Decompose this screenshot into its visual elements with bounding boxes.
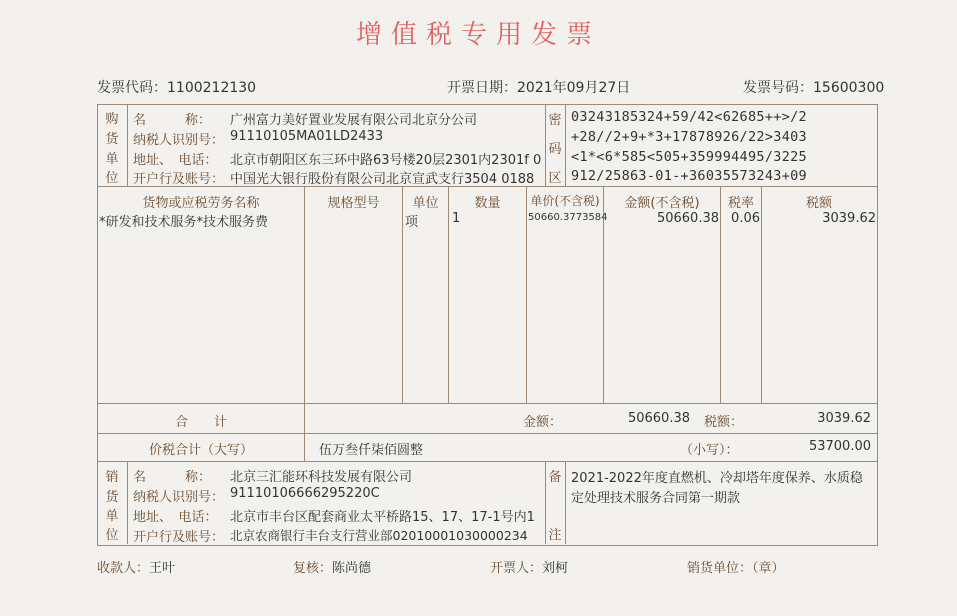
item-price: 50660.3773584 <box>528 212 608 223</box>
drawer <box>490 557 568 576</box>
item-amount: 50660.38 <box>656 211 719 226</box>
drawer-value: 刘柯 <box>542 561 569 576</box>
seller-address-label: 地址、 电话： <box>133 510 218 525</box>
drawer-label: 开票人： <box>490 561 543 576</box>
divider <box>127 461 128 544</box>
buyer-side-char: 货 <box>105 132 119 147</box>
divider <box>526 186 527 403</box>
seller-side-char: 销 <box>105 470 119 485</box>
reviewer-label: 复核： <box>293 561 333 576</box>
remark-text-line: 2021-2022年度直燃机、冷却塔年度保养、水质稳 <box>571 471 863 486</box>
grand-total-label: 价税合计（大写） <box>148 443 253 458</box>
payee-label: 收款人： <box>97 561 150 576</box>
item-qty: 1 <box>452 211 461 226</box>
total-amount: 50660.38 <box>627 411 690 426</box>
divider <box>97 461 877 462</box>
item-rate: 0.06 <box>731 211 760 226</box>
seller-name-label: 名 称： <box>133 470 212 485</box>
total-amount-label: 金额： <box>523 415 563 430</box>
buyer-side-char: 单 <box>105 152 119 167</box>
col-header-rate: 税率 <box>727 196 754 211</box>
divider <box>97 403 877 404</box>
buyer-side-char: 位 <box>105 171 119 186</box>
invoice-date-label: 开票日期： <box>447 80 517 96</box>
buyer-side-char: 购 <box>105 112 119 127</box>
seller-taxid: 91110106666295220C <box>230 486 380 501</box>
divider <box>127 104 128 186</box>
seller-name: 北京三汇能环科技发展有限公司 <box>230 470 413 485</box>
col-header-name: 货物或应税劳务名称 <box>142 196 260 211</box>
seller-bank-label: 开户行及账号： <box>133 530 225 545</box>
total-tax: 3039.62 <box>817 411 871 426</box>
buyer-name-label: 名 称： <box>133 113 212 128</box>
cipher-side-char: 区 <box>548 171 562 186</box>
total-tax-label: 税额： <box>704 415 744 430</box>
cipher-side-char: 密 <box>548 113 562 128</box>
cipher-side-char: 码 <box>548 142 562 157</box>
grand-total-words: 伍万叁仟柒佰圆整 <box>319 443 424 458</box>
reviewer-value: 陈尚德 <box>332 561 372 576</box>
col-header-unit: 单位 <box>412 196 439 211</box>
seller-side-char: 货 <box>105 490 119 505</box>
invoice-code-value: 1100212130 <box>167 80 257 96</box>
grand-total-small: 53700.00 <box>808 439 871 454</box>
invoice-code-label: 发票代码： <box>97 80 167 96</box>
cipher-line: 912/25863-01-+36035573243+09 <box>571 168 807 184</box>
invoice-number <box>743 77 884 97</box>
total-label: 合 计 <box>174 415 227 430</box>
seller-taxid-label: 纳税人识别号： <box>133 490 225 505</box>
col-header-price: 单价(不含税) <box>530 194 600 208</box>
grand-total-small-label: （小写）： <box>680 443 739 458</box>
buyer-bank: 中国光大银行股份有限公司北京宣武支行3504 0188 <box>230 172 535 187</box>
invoice-date <box>447 77 630 97</box>
item-tax: 3039.62 <box>822 211 876 226</box>
buyer-bank-label: 开户行及账号： <box>133 172 225 187</box>
col-header-amount: 金额(不含税) <box>624 196 700 211</box>
seller-address: 北京市丰台区配套商业太平桥路15、17、17-1号内1 <box>230 510 535 525</box>
invoice-date-value: 2021年09月27日 <box>517 80 631 96</box>
remark-side-char: 备 <box>548 470 562 485</box>
cipher-line: <1*<6*585<505+359994495/3225 <box>571 149 807 165</box>
remark-text-line: 定处理技术服务合同第一期款 <box>571 491 741 506</box>
seller-bank: 北京农商银行丰台支行营业部0201000103000023​4 <box>230 528 528 543</box>
item-unit: 项 <box>405 215 419 230</box>
buyer-taxid: 91110105MA01LD2433 <box>230 129 384 144</box>
cipher-line: 03243185324+59/42<62685++>/2 <box>571 109 807 125</box>
payee <box>97 557 175 576</box>
buyer-name: 广州富力美好置业发展有限公司北京分公司 <box>230 113 478 128</box>
col-header-spec: 规格型号 <box>327 196 380 211</box>
buyer-address-label: 地址、 电话： <box>133 153 218 168</box>
buyer-taxid-label: 纳税人识别号： <box>133 133 225 148</box>
cipher-line: +28//2+9+*3+17878926/22>3403 <box>571 129 807 145</box>
divider <box>402 186 403 403</box>
invoice-number-value: 15600300 <box>813 80 885 96</box>
remark-side-char: 注 <box>548 528 562 543</box>
col-header-tax: 税额 <box>805 196 832 211</box>
buyer-address: 北京市朝阳区东三环中路63号楼20层2301内2301f 0 <box>230 153 542 168</box>
reviewer <box>293 557 371 576</box>
divider <box>97 433 877 434</box>
invoice-code <box>97 77 256 97</box>
seller-side-char: 单 <box>105 509 119 524</box>
seller-stamp-label: 销货单位：（章） <box>687 561 785 576</box>
divider <box>448 186 449 403</box>
invoice-title: 增值税专用发票 <box>355 20 601 50</box>
col-header-qty: 数量 <box>474 196 501 211</box>
invoice-number-label: 发票号码： <box>743 80 813 96</box>
divider <box>304 186 305 461</box>
seller-side-char: 位 <box>105 528 119 543</box>
payee-value: 王叶 <box>149 561 176 576</box>
item-name: *研发和技术服务*技术服务费 <box>99 215 269 230</box>
